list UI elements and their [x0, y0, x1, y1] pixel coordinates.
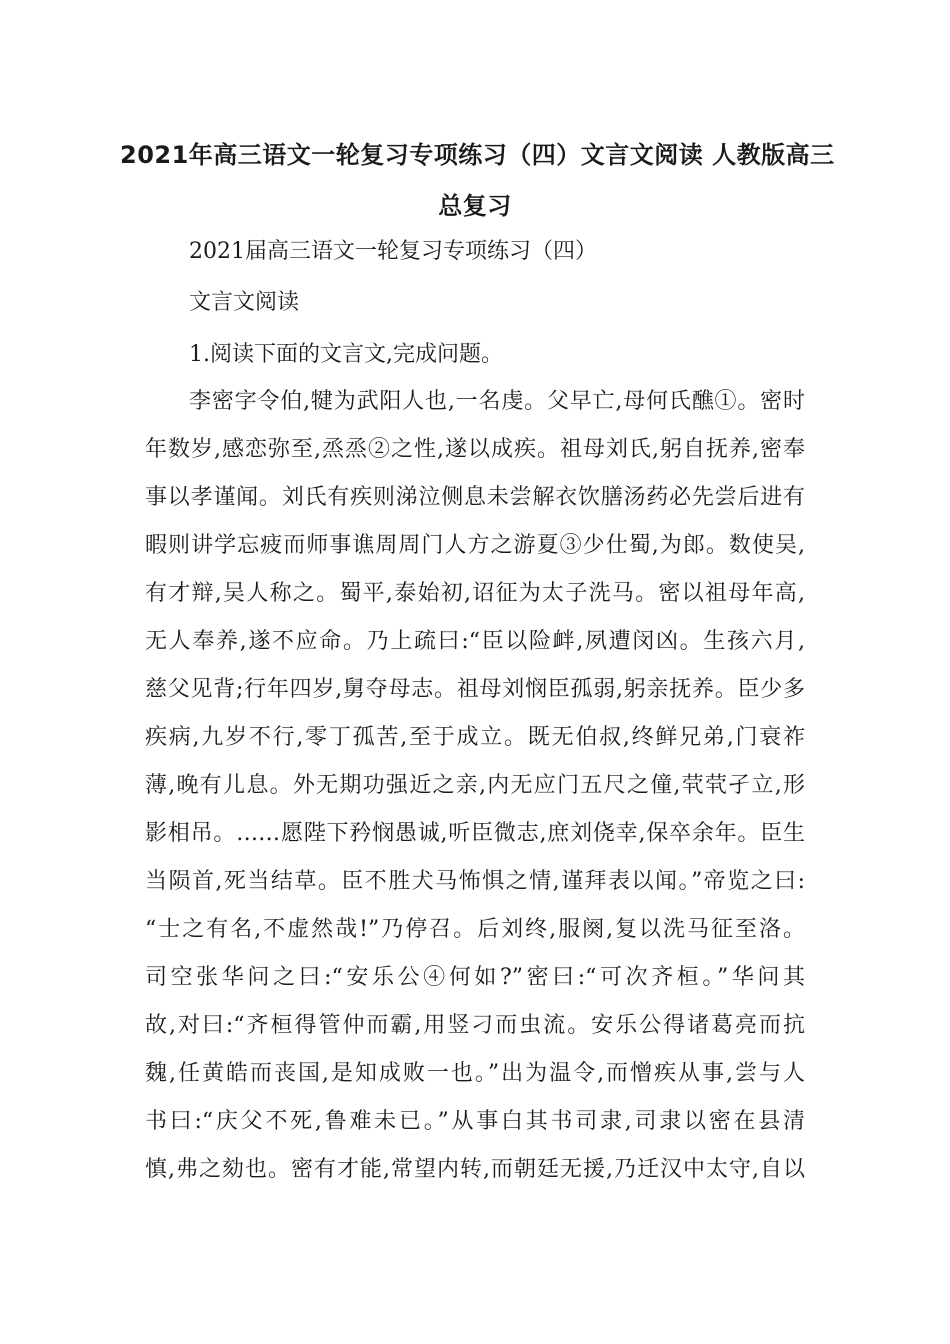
document-title-line-1: 2021年高三语文一轮复习专项练习（四）文言文阅读 人教版高三 — [120, 141, 835, 169]
passage-line: 疾病,九岁不行,零丁孤苦,至于成立。既无伯叔,终鲜兄弟,门衰祚 — [145, 725, 805, 750]
passage-line: 书曰:“庆父不死,鲁难未已。”从事白其书司隶,司隶以密在县清 — [145, 1109, 805, 1134]
passage-line: 有才辩,吴人称之。蜀平,泰始初,诏征为太子洗马。密以祖母年高, — [145, 581, 805, 606]
passage-line: 李密字令伯,犍为武阳人也,一名虔。父早亡,母何氏醮①。密时 — [189, 389, 805, 414]
passage-line: 影相吊。……愿陛下矜悯愚诚,听臣微志,庶刘侥幸,保卒余年。臣生 — [145, 821, 805, 846]
passage-line: 慈父见背;行年四岁,舅夺母志。祖母刘悯臣孤弱,躬亲抚养。臣少多 — [145, 677, 805, 702]
subtitle: 2021届高三语文一轮复习专项练习（四） — [189, 239, 597, 264]
document-title-line-2: 总复习 — [438, 192, 512, 220]
section-heading: 文言文阅读 — [189, 290, 300, 315]
passage-line: 无人奉养,遂不应命。乃上疏曰:“臣以险衅,夙遭闵凶。生孩六月, — [145, 629, 805, 654]
passage-line: 暇则讲学忘疲而师事谯周周门人方之游夏③少仕蜀,为郎。数使吴, — [145, 533, 805, 558]
passage-line: 事以孝谨闻。刘氏有疾则涕泣侧息未尝解衣饮膳汤药必先尝后进有 — [145, 485, 805, 510]
passage-line: 故,对曰:“齐桓得管仲而霸,用竖刁而虫流。安乐公得诸葛亮而抗 — [145, 1013, 805, 1038]
passage-line: 司空张华问之曰:“安乐公④何如?”密曰:“可次齐桓。”华问其 — [145, 965, 805, 990]
passage-line: 慎,弗之劾也。密有才能,常望内转,而朝廷无援,乃迁汉中太守,自以 — [145, 1157, 805, 1182]
passage-line: 魏,任黄皓而丧国,是知成败一也。”出为温令,而憎疾从事,尝与人 — [145, 1061, 805, 1086]
passage-line: “士之有名,不虚然哉!”乃停召。后刘终,服阕,复以洗马征至洛。 — [145, 917, 805, 942]
passage-line: 薄,晚有儿息。外无期功强近之亲,内无应门五尺之僮,茕茕孑立,形 — [145, 773, 805, 798]
question-prompt: 1.阅读下面的文言文,完成问题。 — [189, 342, 503, 367]
passage-line: 当陨首,死当结草。臣不胜犬马怖惧之情,谨拜表以闻。”帝览之曰: — [145, 869, 805, 894]
passage-line: 年数岁,感恋弥至,烝烝②之性,遂以成疾。祖母刘氏,躬自抚养,密奉 — [145, 437, 805, 462]
